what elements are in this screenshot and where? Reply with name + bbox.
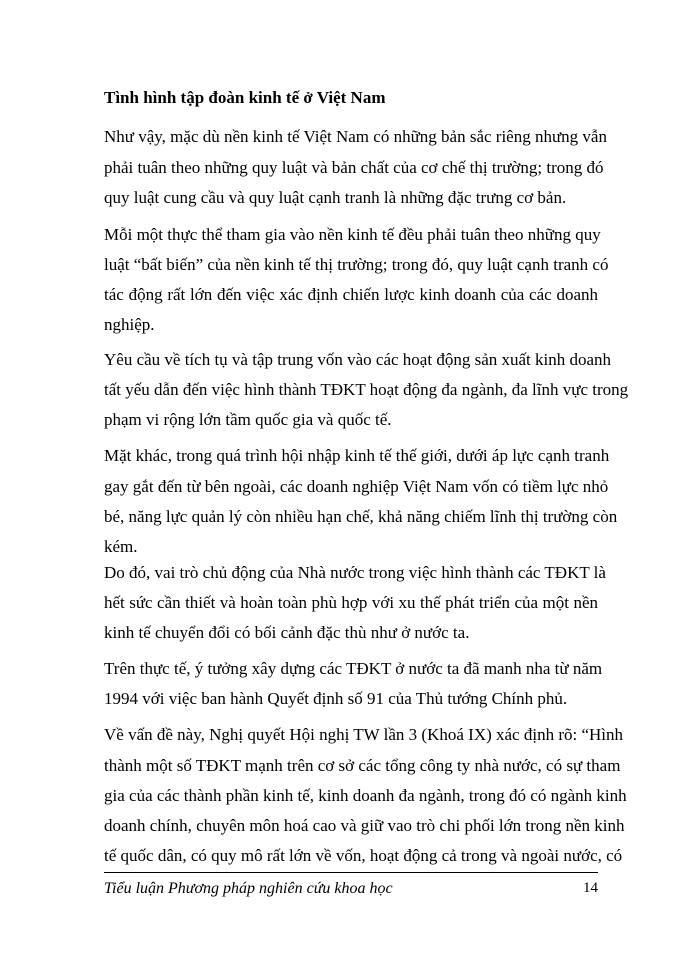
paragraph-1-line-3: quy luật cung cầu và quy luật cạnh tranh là những đặc trưng cơ bản.	[104, 188, 567, 207]
paragraph-2-line-4: nghiệp.	[104, 315, 155, 334]
paragraph-3-line-2: tất yếu dẫn đến việc hình thành TĐKT hoạt động đa ngành, đa lĩnh vực trong	[104, 380, 629, 399]
paragraph-6-line-2: 1994 với việc ban hành Quyết định số 91 của Thủ tướng Chính phủ.	[104, 689, 568, 708]
paragraph-7-line-5: tế quốc dân, có quy mô rất lớn về vốn, hoạt động cả trong và ngoài nước, có	[104, 846, 623, 865]
paragraph-3-line-3: phạm vi rộng lớn tầm quốc gia và quốc tế.	[104, 410, 392, 429]
paragraph-7-line-2: thành một số TĐKT mạnh trên cơ sở các tổng công ty nhà nước, có sự tham	[104, 756, 621, 775]
paragraph-5-line-1: Do đó, vai trò chủ động của Nhà nước trong việc hình thành các TĐKT là	[104, 563, 606, 582]
paragraph-6-line-1: Trên thực tế, ý tưởng xây dựng các TĐKT ở nước ta đã manh nha từ năm	[104, 659, 603, 678]
paragraph-7-line-3: gia của các thành phần kinh tế, kinh doanh đa ngành, trong đó có ngành kinh	[104, 786, 627, 805]
paragraph-2-line-1: Mỗi một thực thể tham gia vào nền kinh tế đều phải tuân theo những quy	[104, 225, 601, 244]
paragraph-4-line-4: kém.	[104, 537, 138, 556]
paragraph-3-line-1: Yêu cầu về tích tụ và tập trung vốn vào các hoạt động sản xuất kinh doanh	[104, 350, 612, 369]
paragraph-1-line-1: Như vậy, mặc dù nền kinh tế Việt Nam có những bản sắc riêng nhưng vẫn	[104, 127, 607, 146]
paragraph-2-line-3: tác động rất lớn đến việc xác định chiến lược kinh doanh của các doanh	[104, 285, 598, 304]
section-heading: Tình hình tập đoàn kinh tế ở Việt Nam	[104, 88, 386, 107]
paragraph-5-line-3: kinh tế chuyển đổi có bối cảnh đặc thù như ở nước ta.	[104, 623, 470, 642]
paragraph-1-line-2: phải tuân theo những quy luật và bản chất của cơ chế thị trường; trong đó	[104, 158, 604, 177]
page-number: 14	[583, 880, 598, 896]
footer-title: Tiểu luận Phương pháp nghiên cứu khoa học	[104, 880, 393, 897]
paragraph-2-line-2: luật “bất biến” của nền kinh tế thị trường; trong đó, quy luật cạnh tranh có	[104, 255, 609, 274]
paragraph-4-line-3: bé, năng lực quản lý còn nhiều hạn chế, khả năng chiếm lĩnh thị trường còn	[104, 507, 618, 526]
paragraph-5-line-2: hết sức cần thiết và hoàn toàn phù hợp với xu thế phát triển của một nền	[104, 593, 598, 612]
paragraph-4-line-1: Mặt khác, trong quá trình hội nhập kinh tế thế giới, dưới áp lực cạnh tranh	[104, 446, 610, 465]
paragraph-4-line-2: gay gắt đến từ bên ngoài, các doanh nghiệp Việt Nam vốn có tiềm lực nhỏ	[104, 477, 609, 496]
footer-divider	[104, 872, 598, 873]
paragraph-7-line-4: doanh chính, chuyên môn hoá cao và giữ vao trò chi phối lớn trong nền kinh	[104, 816, 625, 835]
paragraph-7-line-1: Về vấn đề này, Nghị quyết Hội nghị TW lần 3 (Khoá IX) xác định rõ: “Hình	[104, 725, 624, 744]
